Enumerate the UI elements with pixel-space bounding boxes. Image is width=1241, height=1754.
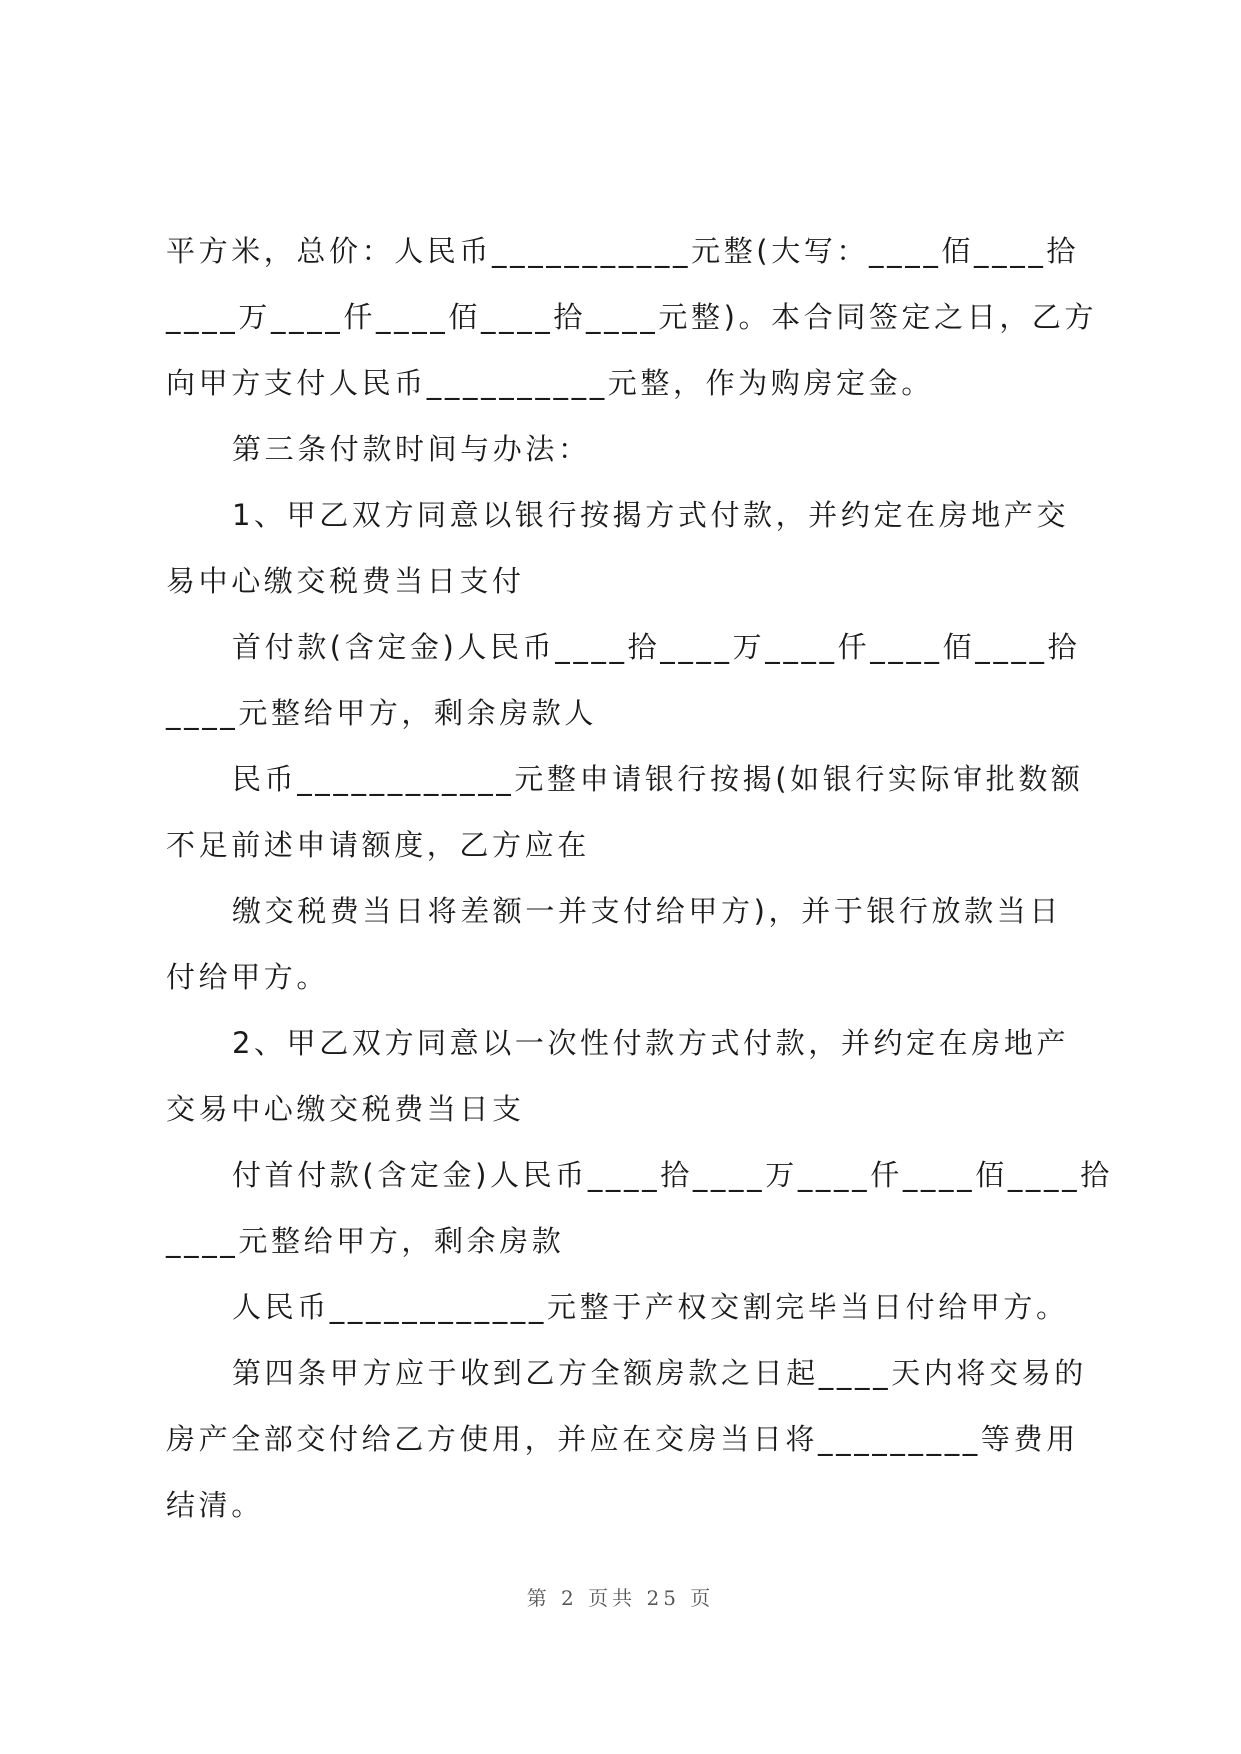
paragraph-line: 结清。 [166, 1488, 264, 1522]
document-body [166, 218, 1113, 1538]
paragraph-line: 不足前述申请额度，乙方应在 [166, 828, 590, 862]
paragraph-line: 民币____________元整申请银行按揭(如银行实际审批数额 [232, 762, 1084, 796]
paragraph-line: ____万____仟____佰____拾____元整)。本合同签定之日，乙方 [166, 300, 1098, 334]
paragraph-line: ____元整给甲方，剩余房款 [166, 1224, 565, 1258]
paragraph-line: 首付款(含定金)人民币____拾____万____仟____佰____拾 [232, 630, 1081, 664]
paragraph-line: 平方米，总价：人民币___________元整(大写：____佰____拾 [166, 234, 1080, 268]
paragraph-line: 向甲方支付人民币__________元整，作为购房定金。 [166, 366, 934, 400]
paragraph-line: 房产全部交付给乙方使用，并应在交房当日将_________等费用 [166, 1422, 1079, 1456]
paragraph-line: ____元整给甲方，剩余房款人 [166, 696, 598, 730]
paragraph-line: 交易中心缴交税费当日支 [166, 1092, 525, 1126]
section-heading-article-4: 第四条甲方应于收到乙方全额房款之日起____天内将交易的 [232, 1356, 1087, 1390]
paragraph-line: 2、甲乙双方同意以一次性付款方式付款，并约定在房地产 [232, 1026, 1070, 1060]
paragraph-line: 人民币____________元整于产权交割完毕当日付给甲方。 [232, 1290, 1069, 1324]
paragraph-line: 1、甲乙双方同意以银行按揭方式付款，并约定在房地产交 [232, 498, 1070, 532]
section-heading-article-3: 第三条付款时间与办法： [232, 432, 591, 466]
paragraph-line: 易中心缴交税费当日支付 [166, 564, 525, 598]
paragraph-line: 付首付款(含定金)人民币____拾____万____仟____佰____拾 [232, 1158, 1113, 1192]
paragraph-line: 付给甲方。 [166, 960, 330, 994]
paragraph-line: 缴交税费当日将差额一并支付给甲方)，并于银行放款当日 [232, 894, 1062, 928]
page-footer: 第 2 页共 25 页 [526, 1586, 715, 1610]
